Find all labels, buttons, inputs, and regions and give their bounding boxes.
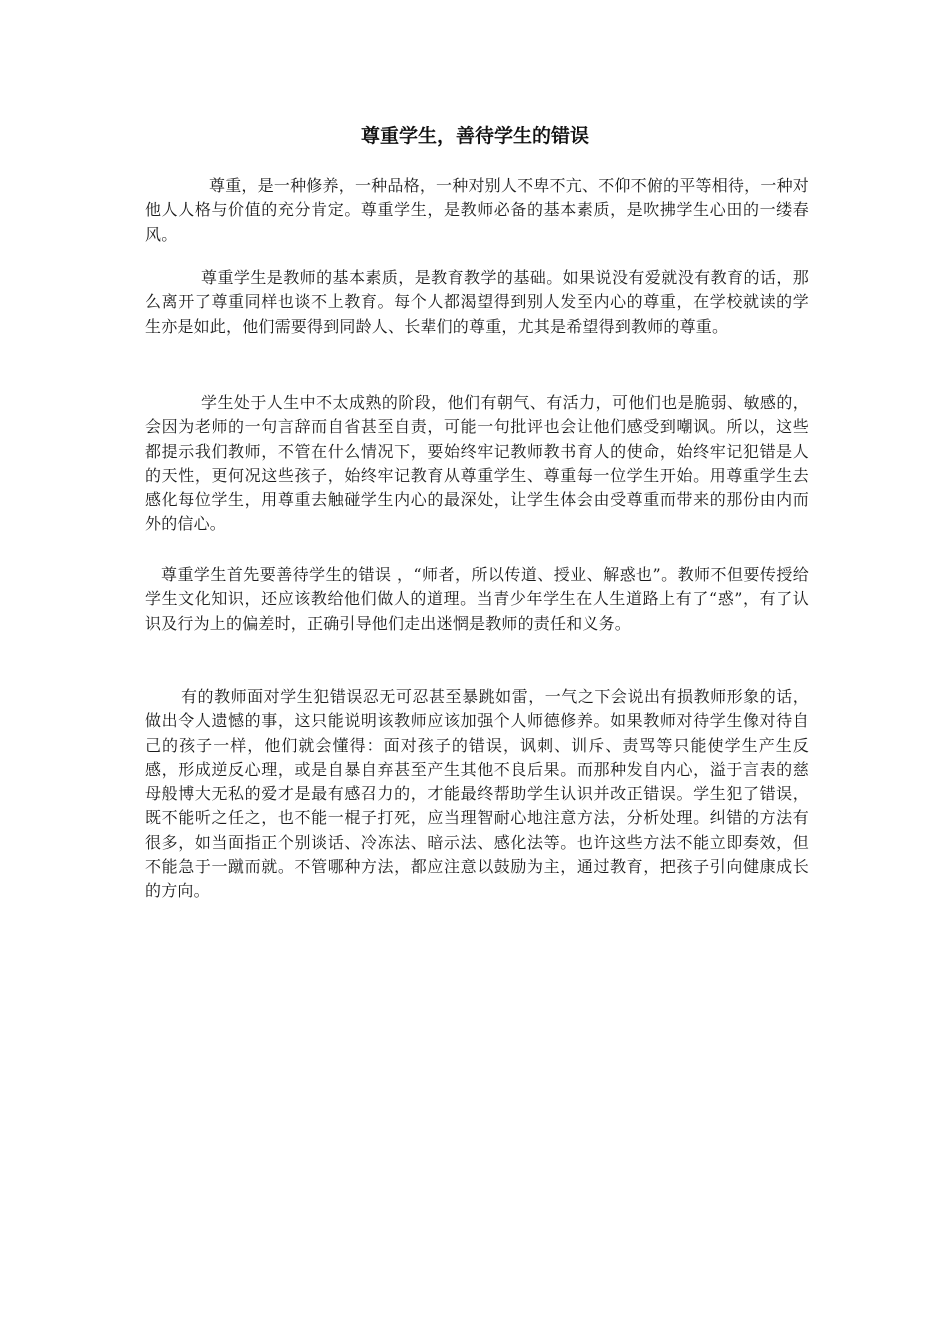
paragraph-2: 尊重学生是教师的基本素质，是教育教学的基础。如果说没有爱就没有教育的话，那么离开了尊重同样也谈不上教育。每个人都渴望得到别人发至内心的尊重，在学校就读的学生亦是如此，他们需要得到同龄人、长辈们的尊重，尤其是希望得到教师的尊重。 [145, 268, 809, 336]
paragraph-1: 尊重，是一种修养，一种品格，一种对别人不卑不亢、不仰不俯的平等相待，一种对他人人格与价值的充分肯定。尊重学生，是教师必备的基本素质，是吹拂学生心田的一缕春风。 [145, 176, 809, 244]
paragraph-5: 有的教师面对学生犯错误忍无可忍甚至暴跳如雷，一气之下会说出有损教师形象的话，做出令人遗憾的事，这只能说明该教师应该加强个人师德修养。如果教师对待学生像对待自己的孩子一样，他们就会懂得：面对孩子的错误，讽刺、训斥、责骂等只能使学生产生反感，形成逆反心理，或是自暴自弃甚至产生其他不良后果。而那种发自内心，溢于言表的慈母般博大无私的爱才是最有感召力的，才能最终帮助学生认识并改正错误。学生犯了错误，既不能听之任之，也不能一棍子打死，应当理智耐心地注意方法，分析处理。纠错的方法有很多，如当面指正个别谈话、冷冻法、暗示法、感化法等。也许这些方法不能立即奏效，但不能急于一蹴而就。不管哪种方法，都应注意以鼓励为主，通过教育，把孩子引向健康成长的方向。 [145, 687, 809, 901]
paragraph-3: 学生处于人生中不太成熟的阶段，他们有朝气、有活力，可他们也是脆弱、敏感的，会因为老师的一句言辞而自省甚至自责，可能一句批评也会让他们感受到嘲讽。所以，这些都提示我们教师，不管在什么情况下，要始终牢记教师教书育人的使命，始终牢记犯错是人的天性，更何况这些孩子，始终牢记教育从尊重学生、尊重每一位学生开始。用尊重学生去感化每位学生，用尊重去触碰学生内心的最深处，让学生体会由受尊重而带来的那份由内而外的信心。 [145, 393, 809, 534]
paragraph-4: 尊重学生首先要善待学生的错误 ，“师者，所以传道、授业、解惑也”。教师不但要传授给学生文化知识，还应该教给他们做人的道理。当青少年学生在人生道路上有了“惑”，有了认识及行为上的偏差时，正确引导他们走出迷惘是教师的责任和义务。 [145, 565, 809, 633]
document-title: 尊重学生，善待学生的错误 [360, 125, 589, 147]
